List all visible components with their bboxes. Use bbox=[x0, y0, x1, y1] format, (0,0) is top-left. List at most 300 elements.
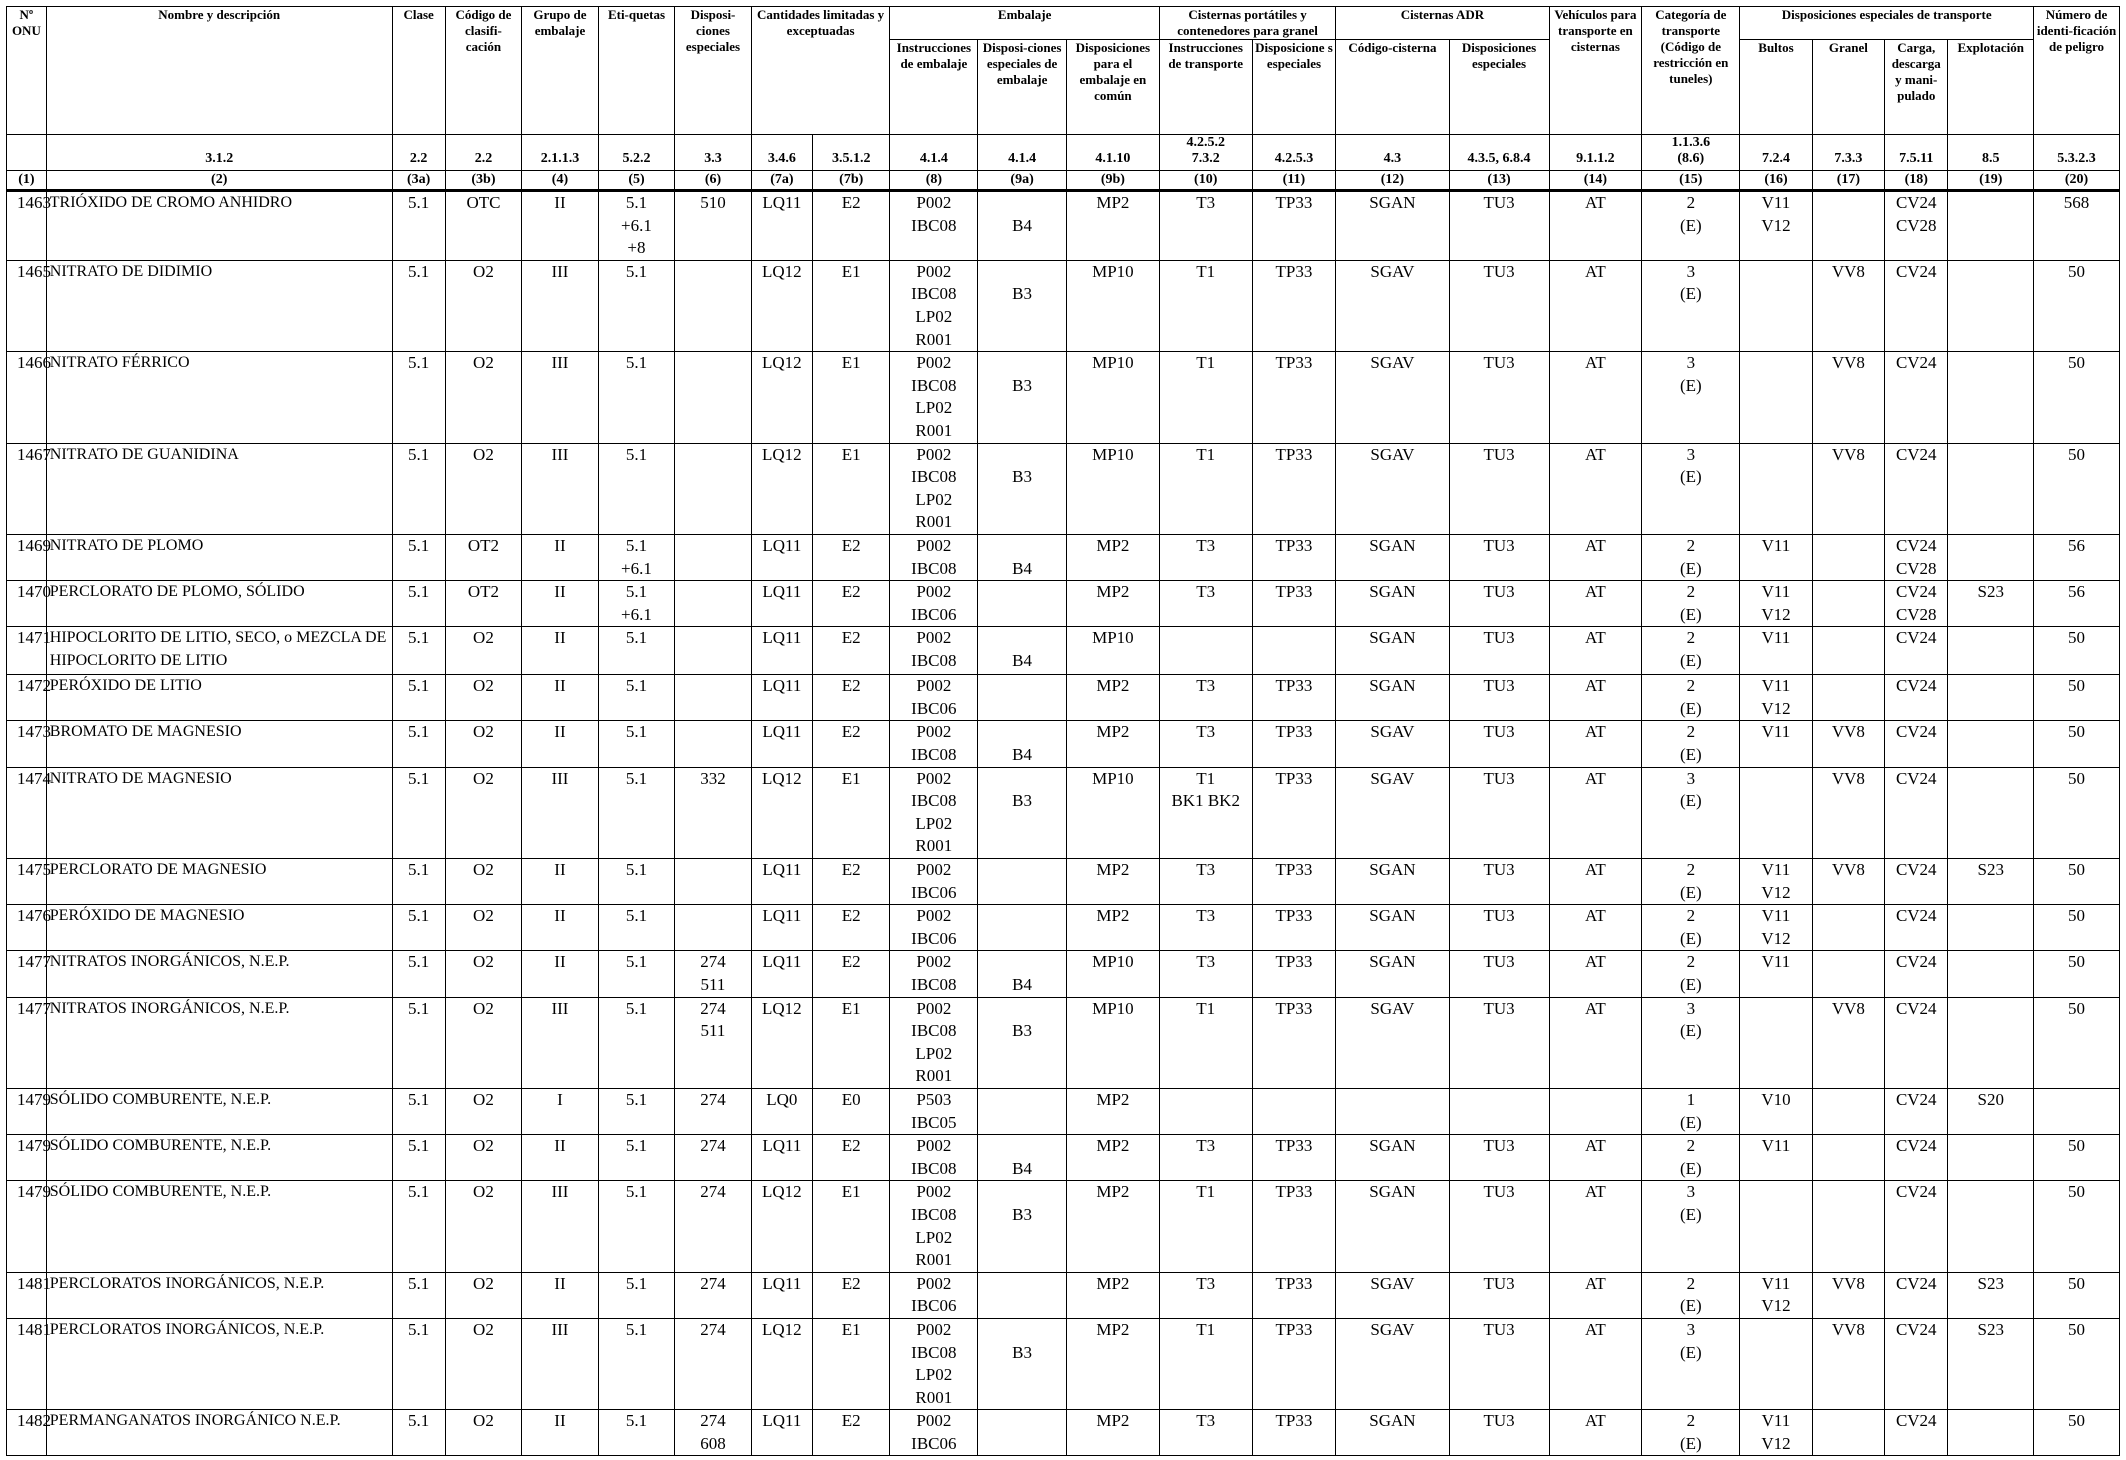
table-cell: III bbox=[522, 352, 599, 443]
table-cell: 5.1 bbox=[598, 260, 675, 351]
un-number-cell: 1466 bbox=[7, 352, 47, 443]
table-cell: LQ12 bbox=[751, 260, 812, 351]
table-cell: V11 V12 bbox=[1740, 191, 1812, 261]
column-number: (1) bbox=[7, 171, 47, 191]
table-row bbox=[7, 443, 2120, 534]
table-cell: 5.1 bbox=[392, 581, 445, 627]
table-cell bbox=[978, 1272, 1067, 1318]
table-cell: LQ12 bbox=[751, 1318, 812, 1409]
table-cell: S23 bbox=[1948, 1318, 2034, 1409]
table-cell bbox=[675, 627, 752, 675]
table-cell: MP2 bbox=[1066, 1410, 1159, 1456]
ref-8: 4.1.4 bbox=[890, 135, 978, 171]
table-cell: LQ11 bbox=[751, 534, 812, 580]
table-cell: S23 bbox=[1948, 581, 2034, 627]
table-cell: MP2 bbox=[1066, 1318, 1159, 1409]
table-cell: AT bbox=[1549, 951, 1642, 997]
table-cell bbox=[1948, 1410, 2034, 1456]
table-cell: TP33 bbox=[1252, 1181, 1336, 1272]
table-cell bbox=[1336, 1088, 1449, 1134]
table-cell bbox=[1812, 951, 1884, 997]
table-cell bbox=[1740, 767, 1812, 858]
name-cell: NITRATO FÉRRICO bbox=[46, 352, 392, 443]
table-cell bbox=[1740, 997, 1812, 1088]
name-cell: PERCLORATO DE PLOMO, SÓLIDO bbox=[46, 581, 392, 627]
table-cell bbox=[1948, 1181, 2034, 1272]
table-cell: V11 bbox=[1740, 627, 1812, 675]
table-cell: AT bbox=[1549, 859, 1642, 905]
ref-17: 7.3.3 bbox=[1812, 135, 1884, 171]
table-cell: T1 bbox=[1159, 1181, 1252, 1272]
table-cell: P002 IBC08 LP02 R001 bbox=[890, 260, 978, 351]
table-cell bbox=[1812, 1410, 1884, 1456]
table-row bbox=[7, 1272, 2120, 1318]
table-cell: 50 bbox=[2034, 1318, 2120, 1409]
table-cell: II bbox=[522, 534, 599, 580]
table-cell: TP33 bbox=[1252, 1135, 1336, 1181]
un-number-cell: 1475 bbox=[7, 859, 47, 905]
table-cell: P002 IBC06 bbox=[890, 581, 978, 627]
table-cell: VV8 bbox=[1812, 859, 1884, 905]
table-cell: 2 (E) bbox=[1642, 675, 1740, 721]
ref-9b: 4.1.10 bbox=[1066, 135, 1159, 171]
table-cell: TU3 bbox=[1449, 905, 1549, 951]
table-cell: CV24 bbox=[1885, 1181, 1948, 1272]
table-cell: VV8 bbox=[1812, 443, 1884, 534]
table-cell: I bbox=[522, 1088, 599, 1134]
header-codigo: Código de clasifi-cación bbox=[445, 7, 522, 135]
ref-onu bbox=[7, 135, 47, 171]
table-cell: CV24 bbox=[1885, 1088, 1948, 1134]
table-cell: 50 bbox=[2034, 1410, 2120, 1456]
table-cell: AT bbox=[1549, 352, 1642, 443]
table-cell: 274 608 bbox=[675, 1410, 752, 1456]
name-cell: NITRATO DE PLOMO bbox=[46, 534, 392, 580]
table-cell: 2 (E) bbox=[1642, 859, 1740, 905]
header-carga: Carga, descarga y mani-pulado bbox=[1885, 40, 1948, 135]
table-cell: II bbox=[522, 675, 599, 721]
table-cell: LQ11 bbox=[751, 1272, 812, 1318]
table-row bbox=[7, 997, 2120, 1088]
name-cell: NITRATOS INORGÁNICOS, N.E.P. bbox=[46, 951, 392, 997]
table-cell: II bbox=[522, 191, 599, 261]
column-number: (2) bbox=[46, 171, 392, 191]
table-cell: SGAN bbox=[1336, 1135, 1449, 1181]
table-cell: V11 V12 bbox=[1740, 675, 1812, 721]
table-cell: TP33 bbox=[1252, 1272, 1336, 1318]
table-cell: E1 bbox=[812, 1318, 890, 1409]
table-cell: TU3 bbox=[1449, 997, 1549, 1088]
table-cell: CV24 bbox=[1885, 1272, 1948, 1318]
table-cell: TU3 bbox=[1449, 581, 1549, 627]
table-cell: P002 IBC08 LP02 R001 bbox=[890, 997, 978, 1088]
table-cell: 5.1 bbox=[392, 1318, 445, 1409]
table-cell: TP33 bbox=[1252, 581, 1336, 627]
table-row bbox=[7, 951, 2120, 997]
table-cell: P002 IBC08 LP02 R001 bbox=[890, 352, 978, 443]
table-cell: T3 bbox=[1159, 721, 1252, 767]
table-cell: 5.1 bbox=[598, 1181, 675, 1272]
table-cell: TP33 bbox=[1252, 997, 1336, 1088]
name-cell: PERÓXIDO DE LITIO bbox=[46, 675, 392, 721]
header-codigo-cisterna: Código-cisterna bbox=[1336, 40, 1449, 135]
table-cell: MP2 bbox=[1066, 905, 1159, 951]
table-cell: TP33 bbox=[1252, 352, 1336, 443]
ref-13: 4.3.5, 6.8.4 bbox=[1449, 135, 1549, 171]
table-cell: AT bbox=[1549, 997, 1642, 1088]
name-cell: PERCLORATO DE MAGNESIO bbox=[46, 859, 392, 905]
table-cell: MP10 bbox=[1066, 352, 1159, 443]
table-cell: MP2 bbox=[1066, 191, 1159, 261]
table-cell bbox=[1948, 260, 2034, 351]
table-cell: 2 (E) bbox=[1642, 1135, 1740, 1181]
table-cell bbox=[675, 581, 752, 627]
table-cell: P002 IBC08 bbox=[890, 627, 978, 675]
table-cell: II bbox=[522, 627, 599, 675]
table-cell: CV24 bbox=[1885, 905, 1948, 951]
table-cell: CV24 CV28 bbox=[1885, 534, 1948, 580]
table-cell: 5.1 bbox=[598, 1318, 675, 1409]
table-cell: 2 (E) bbox=[1642, 191, 1740, 261]
table-cell: TP33 bbox=[1252, 191, 1336, 261]
name-cell: SÓLIDO COMBURENTE, N.E.P. bbox=[46, 1088, 392, 1134]
table-row bbox=[7, 191, 2120, 261]
table-cell bbox=[1812, 1135, 1884, 1181]
table-cell bbox=[1812, 191, 1884, 261]
name-cell: SÓLIDO COMBURENTE, N.E.P. bbox=[46, 1181, 392, 1272]
table-cell: 5.1 bbox=[598, 675, 675, 721]
table-cell: VV8 bbox=[1812, 260, 1884, 351]
table-cell: O2 bbox=[445, 859, 522, 905]
table-cell: 5.1 bbox=[392, 905, 445, 951]
table-row bbox=[7, 352, 2120, 443]
un-number-cell: 1474 bbox=[7, 767, 47, 858]
table-cell bbox=[1812, 905, 1884, 951]
table-cell: O2 bbox=[445, 1181, 522, 1272]
table-cell bbox=[1948, 951, 2034, 997]
table-cell: B4 bbox=[978, 191, 1067, 261]
table-cell: E1 bbox=[812, 1181, 890, 1272]
table-cell bbox=[978, 581, 1067, 627]
table-cell: AT bbox=[1549, 534, 1642, 580]
table-cell: S23 bbox=[1948, 859, 2034, 905]
table-cell: O2 bbox=[445, 905, 522, 951]
table-cell: P002 IBC06 bbox=[890, 905, 978, 951]
table-cell bbox=[1948, 721, 2034, 767]
header-onu: Nº ONU bbox=[7, 7, 47, 135]
table-cell: T3 bbox=[1159, 859, 1252, 905]
table-cell: LQ11 bbox=[751, 191, 812, 261]
table-cell: TP33 bbox=[1252, 1318, 1336, 1409]
table-cell bbox=[2034, 1088, 2120, 1134]
table-cell: 274 bbox=[675, 1088, 752, 1134]
table-cell: 5.1 +6.1 +8 bbox=[598, 191, 675, 261]
header-cisternas-adr: Cisternas ADR bbox=[1336, 7, 1549, 40]
name-cell: PERÓXIDO DE MAGNESIO bbox=[46, 905, 392, 951]
table-cell: 3 (E) bbox=[1642, 1181, 1740, 1272]
name-cell: SÓLIDO COMBURENTE, N.E.P. bbox=[46, 1135, 392, 1181]
table-cell: P503 IBC05 bbox=[890, 1088, 978, 1134]
table-cell: 56 bbox=[2034, 581, 2120, 627]
table-cell: 274 bbox=[675, 1181, 752, 1272]
ref-nombre: 3.1.2 bbox=[46, 135, 392, 171]
table-cell bbox=[675, 905, 752, 951]
table-cell: 274 511 bbox=[675, 951, 752, 997]
table-cell: TU3 bbox=[1449, 675, 1549, 721]
table-cell: V11 V12 bbox=[1740, 581, 1812, 627]
table-cell: TU3 bbox=[1449, 352, 1549, 443]
ref-15: 1.1.3.6 (8.6) bbox=[1642, 135, 1740, 171]
table-cell bbox=[978, 1410, 1067, 1456]
table-cell: II bbox=[522, 581, 599, 627]
table-cell: P002 IBC08 LP02 R001 bbox=[890, 1181, 978, 1272]
table-cell: MP2 bbox=[1066, 1181, 1159, 1272]
table-cell: O2 bbox=[445, 260, 522, 351]
header-instrucciones-embalaje: Instrucciones de embalaje bbox=[890, 40, 978, 135]
table-cell: II bbox=[522, 951, 599, 997]
table-cell bbox=[1948, 443, 2034, 534]
table-row bbox=[7, 1088, 2120, 1134]
table-cell: T3 bbox=[1159, 1410, 1252, 1456]
table-cell: AT bbox=[1549, 260, 1642, 351]
column-number: (8) bbox=[890, 171, 978, 191]
table-cell: V11 bbox=[1740, 721, 1812, 767]
table-cell: AT bbox=[1549, 581, 1642, 627]
table-cell: 5.1 bbox=[392, 627, 445, 675]
table-cell: VV8 bbox=[1812, 997, 1884, 1088]
table-cell: AT bbox=[1549, 627, 1642, 675]
table-cell: SGAN bbox=[1336, 905, 1449, 951]
table-cell bbox=[978, 675, 1067, 721]
table-cell: 332 bbox=[675, 767, 752, 858]
table-cell: 5.1 bbox=[598, 1410, 675, 1456]
table-cell: LQ11 bbox=[751, 859, 812, 905]
un-number-cell: 1467 bbox=[7, 443, 47, 534]
table-cell: CV24 bbox=[1885, 1135, 1948, 1181]
name-cell: BROMATO DE MAGNESIO bbox=[46, 721, 392, 767]
table-cell: E1 bbox=[812, 443, 890, 534]
table-cell: 5.1 bbox=[392, 721, 445, 767]
column-number: (19) bbox=[1948, 171, 2034, 191]
column-number: (10) bbox=[1159, 171, 1252, 191]
table-cell: 3 (E) bbox=[1642, 260, 1740, 351]
table-cell: O2 bbox=[445, 627, 522, 675]
table-cell: O2 bbox=[445, 951, 522, 997]
table-cell: AT bbox=[1549, 905, 1642, 951]
un-number-cell: 1482 bbox=[7, 1410, 47, 1456]
table-cell: 50 bbox=[2034, 951, 2120, 997]
header-cp-disposiciones: Disposicione s especiales bbox=[1252, 40, 1336, 135]
table-cell bbox=[1812, 627, 1884, 675]
table-cell: 1 (E) bbox=[1642, 1088, 1740, 1134]
table-row bbox=[7, 905, 2120, 951]
table-cell: MP2 bbox=[1066, 1135, 1159, 1181]
table-row bbox=[7, 675, 2120, 721]
table-cell: 50 bbox=[2034, 997, 2120, 1088]
table-cell: LQ12 bbox=[751, 767, 812, 858]
table-cell bbox=[675, 721, 752, 767]
table-cell: T3 bbox=[1159, 1135, 1252, 1181]
table-cell: 2 (E) bbox=[1642, 1410, 1740, 1456]
table-cell bbox=[1812, 675, 1884, 721]
table-cell: P002 IBC08 bbox=[890, 1135, 978, 1181]
un-number-cell: 1476 bbox=[7, 905, 47, 951]
table-cell: LQ12 bbox=[751, 443, 812, 534]
table-cell bbox=[1812, 1181, 1884, 1272]
table-cell: V11 bbox=[1740, 534, 1812, 580]
table-cell: II bbox=[522, 1410, 599, 1456]
un-number-cell: 1479 bbox=[7, 1088, 47, 1134]
header-nombre: Nombre y descripción bbox=[46, 7, 392, 135]
header-explotacion: Explotación bbox=[1948, 40, 2034, 135]
column-number: (12) bbox=[1336, 171, 1449, 191]
table-cell: TU3 bbox=[1449, 1272, 1549, 1318]
table-cell: 2 (E) bbox=[1642, 534, 1740, 580]
table-cell: 5.1 bbox=[598, 627, 675, 675]
table-cell: AT bbox=[1549, 721, 1642, 767]
table-cell: E0 bbox=[812, 1088, 890, 1134]
table-cell: 5.1 bbox=[598, 1135, 675, 1181]
header-granel: Granel bbox=[1812, 40, 1884, 135]
table-header bbox=[7, 7, 2120, 191]
un-number-cell: 1465 bbox=[7, 260, 47, 351]
header-disposiciones-transporte: Disposiciones especiales de transporte bbox=[1740, 7, 2034, 40]
column-number: (9a) bbox=[978, 171, 1067, 191]
table-cell: III bbox=[522, 1318, 599, 1409]
table-cell: 5.1 bbox=[392, 443, 445, 534]
ref-7a: 3.4.6 bbox=[751, 135, 812, 171]
table-cell: 5.1 bbox=[598, 352, 675, 443]
un-number-cell: 1471 bbox=[7, 627, 47, 675]
table-cell: 5.1 bbox=[392, 1181, 445, 1272]
column-number: (17) bbox=[1812, 171, 1884, 191]
table-cell: O2 bbox=[445, 443, 522, 534]
table-cell: 5.1 bbox=[598, 721, 675, 767]
table-cell: TU3 bbox=[1449, 443, 1549, 534]
header-bultos: Bultos bbox=[1740, 40, 1812, 135]
table-cell: CV24 CV28 bbox=[1885, 191, 1948, 261]
table-cell: SGAN bbox=[1336, 1181, 1449, 1272]
table-cell: 5.1 bbox=[392, 951, 445, 997]
table-cell: SGAV bbox=[1336, 767, 1449, 858]
table-cell: 5.1 bbox=[392, 1088, 445, 1134]
table-cell: O2 bbox=[445, 1088, 522, 1134]
table-cell: SGAV bbox=[1336, 443, 1449, 534]
table-cell: 5.1 +6.1 bbox=[598, 534, 675, 580]
table-cell: E1 bbox=[812, 997, 890, 1088]
table-cell: P002 IBC08 LP02 R001 bbox=[890, 767, 978, 858]
table-cell: TP33 bbox=[1252, 443, 1336, 534]
table-cell: CV24 bbox=[1885, 767, 1948, 858]
header-clase: Clase bbox=[392, 7, 445, 135]
table-cell: LQ12 bbox=[751, 1181, 812, 1272]
table-row bbox=[7, 1181, 2120, 1272]
header-instrucciones-transporte: Instrucciones de transporte bbox=[1159, 40, 1252, 135]
un-number-cell: 1463 bbox=[7, 191, 47, 261]
ref-11: 4.2.5.3 bbox=[1252, 135, 1336, 171]
column-number: (16) bbox=[1740, 171, 1812, 191]
ref-grupo: 2.1.1.3 bbox=[522, 135, 599, 171]
table-cell bbox=[1159, 1088, 1252, 1134]
un-number-cell: 1477 bbox=[7, 997, 47, 1088]
table-cell: E2 bbox=[812, 905, 890, 951]
column-number: (7b) bbox=[812, 171, 890, 191]
ref-clase: 2.2 bbox=[392, 135, 445, 171]
table-cell: III bbox=[522, 443, 599, 534]
table-cell bbox=[1948, 1135, 2034, 1181]
header-disposiciones: Disposi-ciones especiales bbox=[675, 7, 752, 135]
table-cell: P002 IBC08 LP02 R001 bbox=[890, 1318, 978, 1409]
table-cell: E2 bbox=[812, 1135, 890, 1181]
table-cell: 50 bbox=[2034, 859, 2120, 905]
table-cell: E2 bbox=[812, 581, 890, 627]
table-cell: P002 IBC06 bbox=[890, 1410, 978, 1456]
table-cell: SGAN bbox=[1336, 859, 1449, 905]
table-cell: 5.1 bbox=[392, 997, 445, 1088]
table-cell: SGAN bbox=[1336, 534, 1449, 580]
un-number-cell: 1479 bbox=[7, 1135, 47, 1181]
table-cell: B4 bbox=[978, 951, 1067, 997]
header-embalaje-comun: Disposiciones para el embalaje en común bbox=[1066, 40, 1159, 135]
column-number: (14) bbox=[1549, 171, 1642, 191]
table-cell: 5.1 bbox=[598, 951, 675, 997]
table-cell: E2 bbox=[812, 859, 890, 905]
table-cell: P002 IBC08 bbox=[890, 534, 978, 580]
table-cell: 5.1 bbox=[598, 1088, 675, 1134]
table-cell: P002 IBC08 LP02 R001 bbox=[890, 443, 978, 534]
table-cell: TU3 bbox=[1449, 1410, 1549, 1456]
column-number: (7a) bbox=[751, 171, 812, 191]
table-cell: 5.1 bbox=[598, 859, 675, 905]
table-cell bbox=[1740, 1318, 1812, 1409]
adr-dangerous-goods-table bbox=[6, 6, 2120, 1456]
table-row bbox=[7, 1410, 2120, 1456]
table-cell: SGAV bbox=[1336, 721, 1449, 767]
ref-10: 4.2.5.2 7.3.2 bbox=[1159, 135, 1252, 171]
table-cell: CV24 bbox=[1885, 627, 1948, 675]
table-cell: O2 bbox=[445, 721, 522, 767]
name-cell: PERCLORATOS INORGÁNICOS, N.E.P. bbox=[46, 1272, 392, 1318]
table-cell bbox=[675, 675, 752, 721]
table-cell: E1 bbox=[812, 352, 890, 443]
table-cell: T3 bbox=[1159, 905, 1252, 951]
table-cell: 50 bbox=[2034, 905, 2120, 951]
table-cell: P002 IBC08 bbox=[890, 191, 978, 261]
ref-9a: 4.1.4 bbox=[978, 135, 1067, 171]
ref-18: 7.5.11 bbox=[1885, 135, 1948, 171]
table-cell: E2 bbox=[812, 534, 890, 580]
un-number-cell: 1481 bbox=[7, 1272, 47, 1318]
table-cell bbox=[978, 859, 1067, 905]
table-cell: V11 V12 bbox=[1740, 859, 1812, 905]
table-cell bbox=[675, 859, 752, 905]
table-cell: II bbox=[522, 1135, 599, 1181]
table-cell: III bbox=[522, 767, 599, 858]
table-cell: 5.1 bbox=[392, 191, 445, 261]
ref-disposiciones: 3.3 bbox=[675, 135, 752, 171]
table-cell: LQ11 bbox=[751, 721, 812, 767]
table-cell: III bbox=[522, 260, 599, 351]
table-cell: 5.1 bbox=[392, 1135, 445, 1181]
table-cell: MP10 bbox=[1066, 951, 1159, 997]
table-cell: 3 (E) bbox=[1642, 352, 1740, 443]
table-cell: 50 bbox=[2034, 675, 2120, 721]
table-cell: LQ0 bbox=[751, 1088, 812, 1134]
table-cell bbox=[1948, 627, 2034, 675]
table-cell: LQ11 bbox=[751, 675, 812, 721]
table-cell: TP33 bbox=[1252, 951, 1336, 997]
table-row bbox=[7, 627, 2120, 675]
